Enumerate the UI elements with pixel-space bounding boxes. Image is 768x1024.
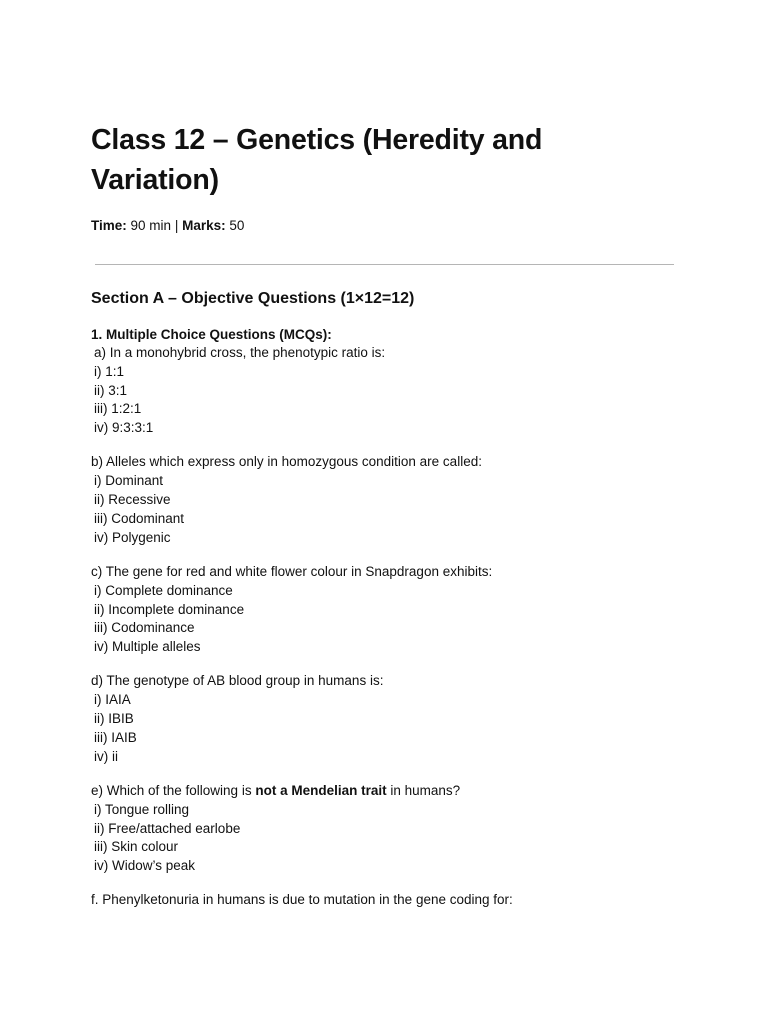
option: iii) Codominant	[94, 510, 185, 526]
question-prompt: d) The genotype of AB blood group in humans is:	[91, 673, 384, 689]
option: iv) 9:3:3:1	[94, 420, 154, 436]
question-prompt: b) Alleles which express only in homozygous condition are called:	[91, 454, 482, 470]
question-prompt: a) In a monohybrid cross, the phenotypic ratio is:	[94, 345, 386, 360]
question-f	[91, 891, 711, 910]
page-title: Class 12 – Genetics (Heredity and Variation)	[91, 124, 543, 196]
question-b	[91, 453, 711, 547]
question-prompt: c) The gene for red and white flower colour in Snapdragon exhibits:	[91, 563, 493, 579]
option: iv) Widow’s peak	[94, 858, 196, 874]
option: iii) Codominance	[94, 620, 195, 636]
section-a-title: Section A – Objective Questions (1×12=12)	[91, 290, 415, 307]
question-prompt	[91, 782, 711, 801]
option: iii) Skin colour	[94, 839, 179, 855]
time-value: 90 min	[130, 218, 172, 233]
mcq-heading: 1. Multiple Choice Questions (MCQs):	[91, 327, 332, 342]
option: ii) Incomplete dominance	[94, 601, 245, 617]
question-e	[91, 782, 711, 876]
option: iv) Multiple alleles	[94, 639, 201, 655]
question-a	[91, 344, 711, 438]
option: i) IAIA	[94, 692, 131, 708]
option: i) Tongue rolling	[94, 801, 190, 817]
option: iv) ii	[94, 748, 118, 764]
option: iv) Polygenic	[94, 529, 171, 545]
mcq-list	[91, 325, 711, 926]
option: i) Dominant	[94, 473, 164, 489]
prompt-emphasis: not a Mendelian trait	[255, 782, 387, 798]
question-c	[91, 563, 711, 657]
option: ii) IBIB	[94, 711, 134, 727]
option: iii) 1:2:1	[94, 401, 142, 417]
meta-separator: |	[174, 218, 179, 233]
prompt-text: e) Which of the following is	[91, 782, 256, 798]
option: ii) 3:1	[94, 382, 128, 398]
horizontal-divider	[95, 264, 674, 265]
option: i) Complete dominance	[94, 582, 233, 598]
option: ii) Recessive	[94, 492, 171, 508]
marks-value: 50	[229, 218, 245, 233]
option: i) 1:1	[94, 363, 125, 379]
time-label: Time:	[91, 218, 127, 233]
prompt-text: in humans?	[386, 782, 461, 798]
marks-label: Marks:	[182, 218, 226, 233]
option: iii) IAIB	[94, 729, 137, 745]
exam-meta	[91, 216, 244, 236]
question-d	[91, 672, 711, 766]
question-prompt: f. Phenylketonuria in humans is due to mutation in the gene coding for:	[91, 892, 513, 908]
option: ii) Free/attached earlobe	[94, 820, 241, 836]
